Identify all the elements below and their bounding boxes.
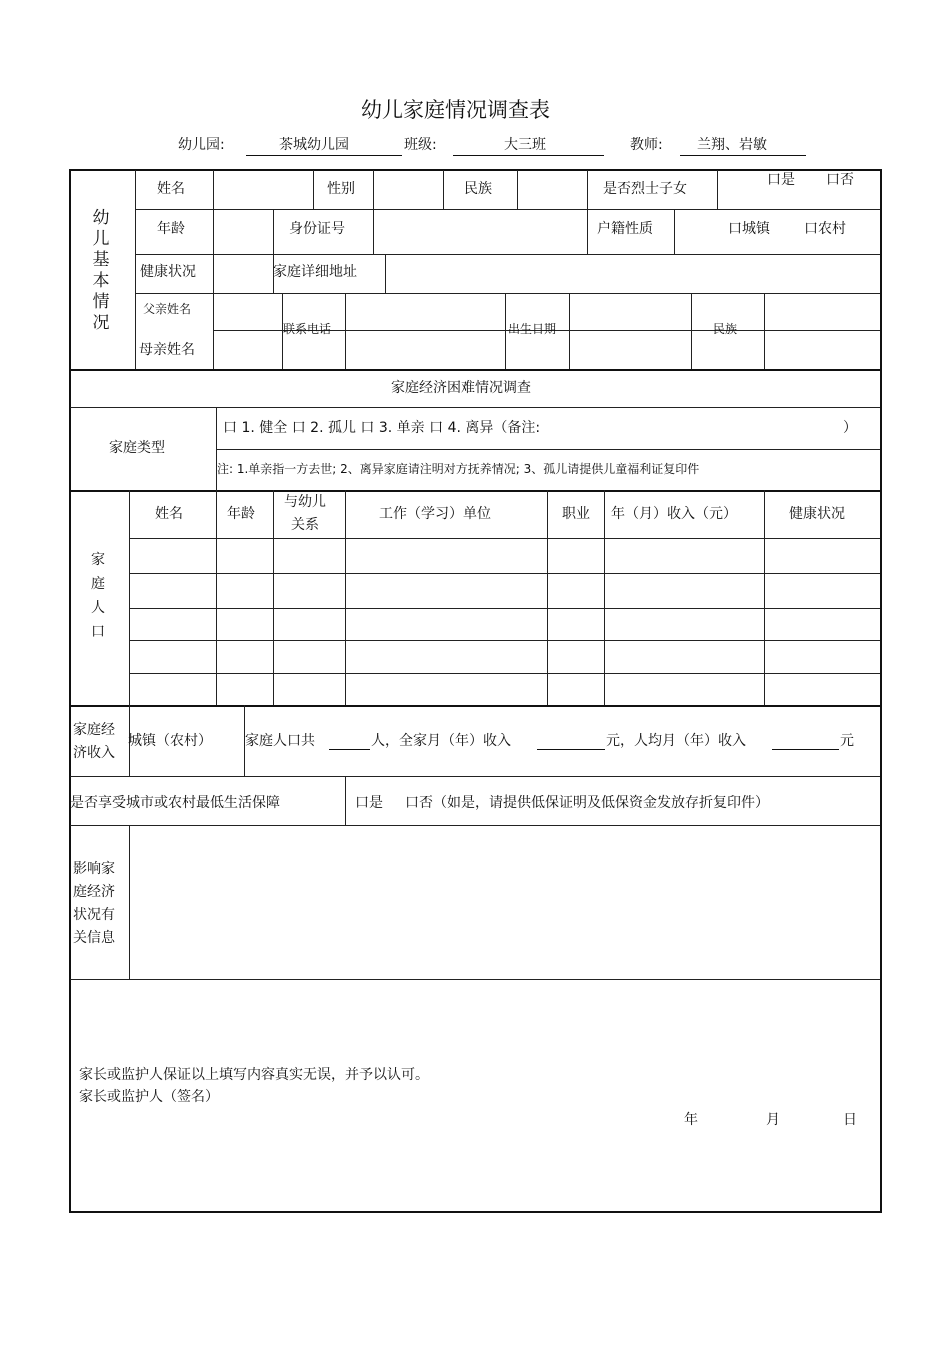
ethnicity-field[interactable]: [519, 172, 585, 207]
kindergarten-value[interactable]: 茶城幼儿园: [279, 137, 349, 153]
economic-section-title: 家庭经济困难情况调查: [391, 380, 531, 396]
parent-ethnicity-field[interactable]: [766, 295, 878, 367]
population-input-line[interactable]: [329, 749, 370, 750]
id-number-field[interactable]: [375, 211, 585, 252]
phone-label: 联系电话: [283, 322, 332, 336]
table-row[interactable]: [131, 540, 878, 571]
date-month-label: 月: [766, 1112, 780, 1128]
page-title: 幼儿家庭情况调查表: [361, 98, 550, 122]
table-row[interactable]: [131, 675, 878, 703]
ethnicity-label: 民族: [464, 181, 492, 197]
mother-name-field[interactable]: [215, 332, 280, 367]
per-capita-income-input-line[interactable]: [772, 749, 839, 750]
martyr-yes-checkbox[interactable]: 口是: [767, 172, 795, 188]
father-name-field[interactable]: [215, 295, 280, 328]
declaration-text: 家长或监护人保证以上填写内容真实无误，并予以认可。: [79, 1067, 429, 1083]
income-text-yuan: 元: [840, 733, 854, 749]
column-header-occupation: 职业: [562, 506, 590, 522]
class-underline: [453, 155, 604, 156]
family-type-label: 家庭类型: [109, 440, 165, 456]
class-label: 班级:: [404, 137, 437, 153]
rural-checkbox[interactable]: 口农村: [804, 221, 846, 237]
age-field[interactable]: [215, 211, 271, 252]
table-row[interactable]: [131, 610, 878, 638]
child-name-field[interactable]: [215, 172, 311, 207]
teacher-label: 教师:: [630, 137, 663, 153]
urban-checkbox[interactable]: 口城镇: [728, 221, 770, 237]
income-text-per-capita: 元，人均月（年）收入: [606, 733, 746, 749]
family-type-note: 注: 1.单亲指一方去世; 2、离异家庭请注明对方抚养情况; 3、孤儿请提供儿童福利证复印件: [217, 462, 700, 476]
age-label: 年龄: [157, 221, 185, 237]
income-text-family-income: 人，全家月（年）收入: [371, 733, 511, 749]
column-header-age: 年龄: [227, 506, 255, 522]
household-type-label: 户籍性质: [597, 221, 653, 237]
martyr-no-checkbox[interactable]: 口否: [826, 172, 854, 188]
health-field[interactable]: [215, 256, 271, 291]
child-name-label: 姓名: [157, 181, 185, 197]
gender-label: 性别: [327, 181, 355, 197]
column-header-workplace: 工作（学习）单位: [379, 506, 491, 522]
basic-info-section-label: 幼 儿 基 本 情 况: [92, 208, 110, 333]
birth-date-field[interactable]: [571, 295, 689, 367]
min-living-no-checkbox[interactable]: 口否（如是，请提供低保证明及低保资金发放存折复印件）: [405, 795, 769, 811]
kindergarten-label: 幼儿园:: [178, 137, 225, 153]
address-field[interactable]: [387, 256, 878, 291]
father-name-label: 父亲姓名: [143, 302, 192, 316]
column-header-income: 年（月）收入（元）: [611, 506, 737, 522]
family-income-input-line[interactable]: [537, 749, 605, 750]
class-value[interactable]: 大三班: [504, 137, 546, 153]
kindergarten-underline: [246, 155, 402, 156]
teacher-underline: [680, 155, 806, 156]
date-year-label: 年: [684, 1112, 698, 1128]
phone-field[interactable]: [347, 295, 503, 367]
income-area: 城镇（农村）: [128, 733, 212, 749]
parent-ethnicity-label: 民族: [713, 322, 738, 336]
column-header-name: 姓名: [155, 506, 183, 522]
address-label: 家庭详细地址: [273, 264, 357, 280]
income-label-line1: 家庭经: [73, 722, 115, 738]
income-label-line2: 济收入: [73, 745, 115, 761]
column-header-relation-line1: 与幼儿: [284, 494, 326, 510]
health-label: 健康状况: [140, 264, 196, 280]
min-living-label: 是否享受城市或农村最低生活保障: [70, 795, 280, 811]
date-day-label: 日: [843, 1112, 857, 1128]
family-type-close-paren: ）: [843, 420, 857, 436]
min-living-yes-checkbox[interactable]: 口是: [355, 795, 383, 811]
other-info-field[interactable]: [131, 827, 878, 977]
column-header-health: 健康状况: [789, 506, 845, 522]
table-row[interactable]: [131, 575, 878, 606]
income-text-population: 家庭人口共: [245, 733, 315, 749]
family-members-section-label: 家 庭 人 口: [91, 552, 105, 640]
column-header-relation-line2: 关系: [291, 517, 319, 533]
other-info-label: 影响家 庭经济 状况有 关信息: [73, 861, 115, 946]
family-type-options[interactable]: 口 1. 健全 口 2. 孤儿 口 3. 单亲 口 4. 离异（备注:: [223, 420, 541, 436]
mother-name-label: 母亲姓名: [139, 342, 195, 358]
table-row[interactable]: [131, 642, 878, 671]
teacher-value[interactable]: 兰翔、岩敏: [697, 137, 767, 153]
martyr-child-label: 是否烈士子女: [603, 181, 687, 197]
signature-field[interactable]: [230, 1085, 530, 1109]
signature-label: 家长或监护人（签名）: [79, 1089, 219, 1105]
id-number-label: 身份证号: [289, 221, 345, 237]
birth-date-label: 出生日期: [508, 322, 557, 336]
gender-field[interactable]: [375, 172, 441, 207]
